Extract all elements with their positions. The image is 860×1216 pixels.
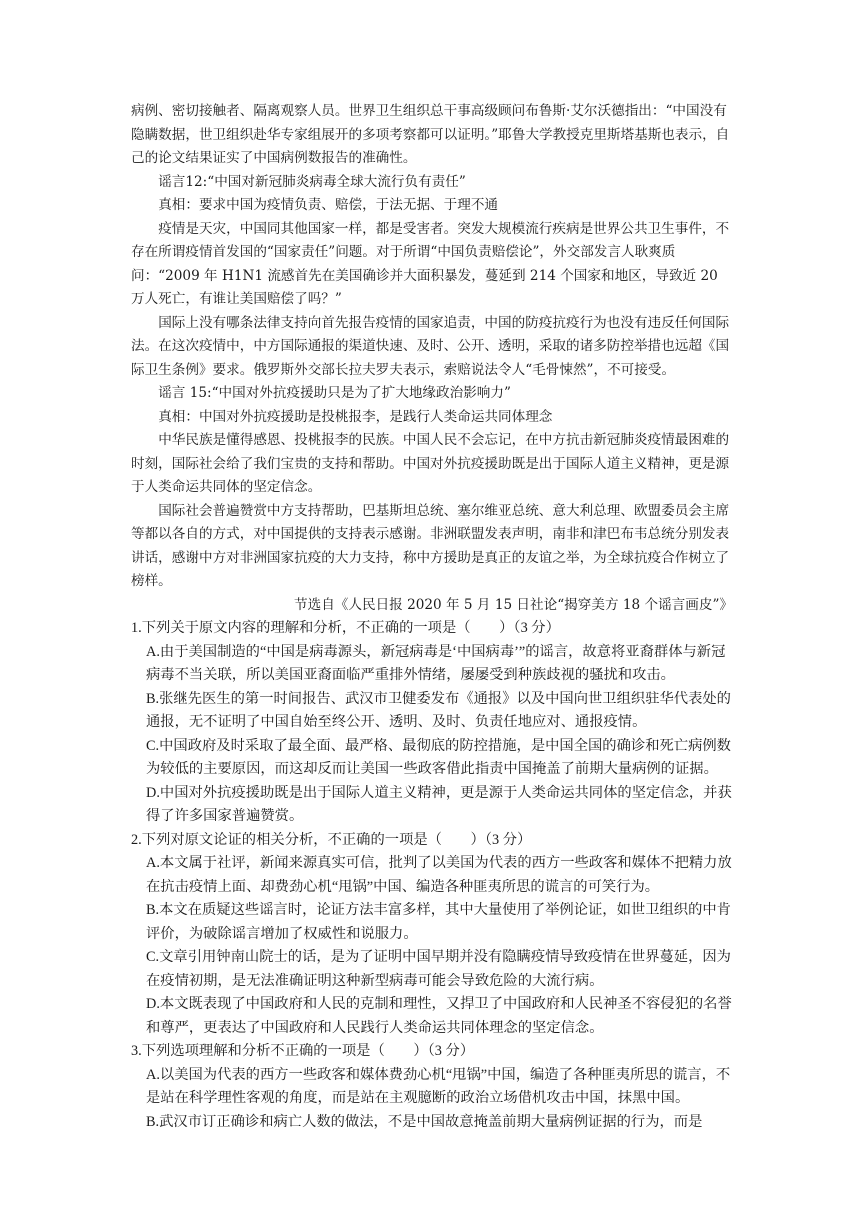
article-source: 节选自《人民日报 2020 年 5 月 15 日社论“揭穿美方 18 个谣言画皮”》 [294, 596, 733, 613]
question-3-option-a: A.以美国为代表的西方一些政客和媒体费劲心机“甩锅”中国，编造了各种匪夷所思的谎言，不是站在科学理性客观的角度，而是站在主观臆断的政治立场借机攻击中国，抹黑中国。 [146, 1066, 731, 1106]
paragraph-who-statement: 病例、密切接触者、隔离观察人员。世界卫生组织总干事高级顾问布鲁斯·艾尔沃德指出：“中国没有隐瞒数据，世卫组织赴华专家组展开的多项考察都可以证明。”耶鲁大学教授克里斯塔基斯也表示，自己的论文结果证实了中国病例数报告的准确性。 [131, 103, 730, 166]
question-2-option-b: B.本文在质疑这些谣言时，论证方法丰富多样，其中大量使用了举例论证，如世卫组织的中肯评价，为破除谣言增加了权威性和说服力。 [146, 902, 731, 942]
question-2-option-a: A.本文属于社评，新闻来源真实可信，批判了以美国为代表的西方一些政客和媒体不把精力放在抗击疫情上面、却费劲心机“甩锅”中国、编造各种匪夷所思的谎言的可笑行为。 [146, 855, 732, 895]
question-1-option-a: A.由于美国制造的“中国是病毒源头，新冠病毒是‘中国病毒’”的谣言，故意将亚裔群体与新冠病毒不当关联，所以美国亚裔面临严重排外情绪，屡屡受到种族歧视的骚扰和攻击。 [146, 643, 726, 683]
question-3 [131, 1040, 733, 1134]
question-1-stem: 1.下列关于原文内容的理解和分析，不正确的一项是（ ）（3 分） [131, 620, 560, 636]
article-body [131, 100, 733, 1134]
question-2 [131, 829, 733, 1041]
paragraph-international-praise: 国际社会普遍赞赏中方支持帮助，巴基斯坦总统、塞尔维亚总统、意大利总理、欧盟委员会主席等都以各自的方式，对中国提供的支持表示感谢。非洲联盟发表声明，南非和津巴布韦总统分别发表讲话，感谢中方对非洲国家抗疫的大力支持，称中方援助是真正的友谊之举，为全球抗疫合作树立了榜样。 [131, 502, 730, 589]
question-1-option-d: D.中国对外抗疫援助既是出于国际人道主义精神，更是源于人类命运共同体的坚定信念，并获得了许多国家普遍赞赏。 [146, 784, 732, 824]
truth-15-heading: 真相：中国对外抗疫援助是投桃报李，是践行人类命运共同体理念 [158, 408, 553, 425]
truth-12-heading: 真相：要求中国为疫情负责、赔偿，于法无据、于理不通 [158, 197, 499, 213]
rumor-12-heading: 谣言12:“中国对新冠肺炎病毒全球大流行负有责任” [158, 173, 466, 190]
question-1-option-b: B.张继先医生的第一时间报告、武汉市卫健委发布《通报》以及中国向世卫组织驻华代表处的通报，无不证明了中国自始至终公开、透明、及时、负责任地应对、通报疫情。 [146, 690, 731, 730]
rumor-15-heading: 谣言 15:“中国对外抗疫援助只是为了扩大地缘政治影响力” [158, 385, 511, 401]
question-1 [131, 617, 733, 829]
question-3-option-b: B.武汉市订正确诊和病亡人数的做法，不是中国故意掩盖前期大量病例证据的行为，而是 [146, 1113, 703, 1130]
question-2-option-c: C.文章引用钟南山院士的话，是为了证明中国早期并没有隐瞒疫情导致疫情在世界蔓延，因为在疫情初期，是无法准确证明这种新型病毒可能会导致危险的大流行病。 [146, 949, 731, 989]
paragraph-natural-disaster: 疫情是天灾，中国同其他国家一样，都是受害者。突发大规模流行疾病是世界公共卫生事件，不存在所谓疫情首发国的“国家责任”问题。对于所谓“中国负责赔偿论”，外交部发言人耿爽质问：“2009 年 H1N1 流感首先在美国确诊并大面积暴发，蔓延到 214 个国家和地区，导致近 20 万人死亡，有谁让美国赔偿了吗？” [131, 220, 730, 307]
question-2-stem: 2.下列对原文论证的相关分析，不正确的一项是（ ）（3 分） [131, 831, 532, 848]
question-2-option-d: D.本文既表现了中国政府和人民的克制和理性，又捍卫了中国政府和人民神圣不容侵犯的名誉和尊严，更表达了中国政府和人民践行人类命运共同体理念的坚定信念。 [146, 996, 732, 1036]
paragraph-gratitude: 中华民族是懂得感恩、投桃报李的民族。中国人民不会忘记，在中方抗击新冠肺炎疫情最困难的时刻，国际社会给了我们宝贵的支持和帮助。中国对外抗疫援助既是出于国际人道主义精神，更是源于人类命运共同体的坚定信念。 [131, 432, 730, 495]
paragraph-international-law: 国际上没有哪条法律支持向首先报告疫情的国家追责，中国的防疫抗疫行为也没有违反任何国际法。在这次疫情中，中方国际通报的渠道快速、及时、公开、透明，采取的诸多防控举措也远超《国际卫生条例》要求。俄罗斯外交部长拉夫罗夫表示，索赔说法令人“毛骨悚然”，不可接受。 [131, 314, 730, 378]
question-1-option-c: C.中国政府及时采取了最全面、最严格、最彻底的防控措施，是中国全国的确诊和死亡病例数为较低的主要原因，而这却反而让美国一些政客借此指责中国掩盖了前期大量病例的证据。 [146, 737, 731, 777]
question-3-stem: 3.下列选项理解和分析不正确的一项是（ ）（3 分） [131, 1043, 475, 1059]
